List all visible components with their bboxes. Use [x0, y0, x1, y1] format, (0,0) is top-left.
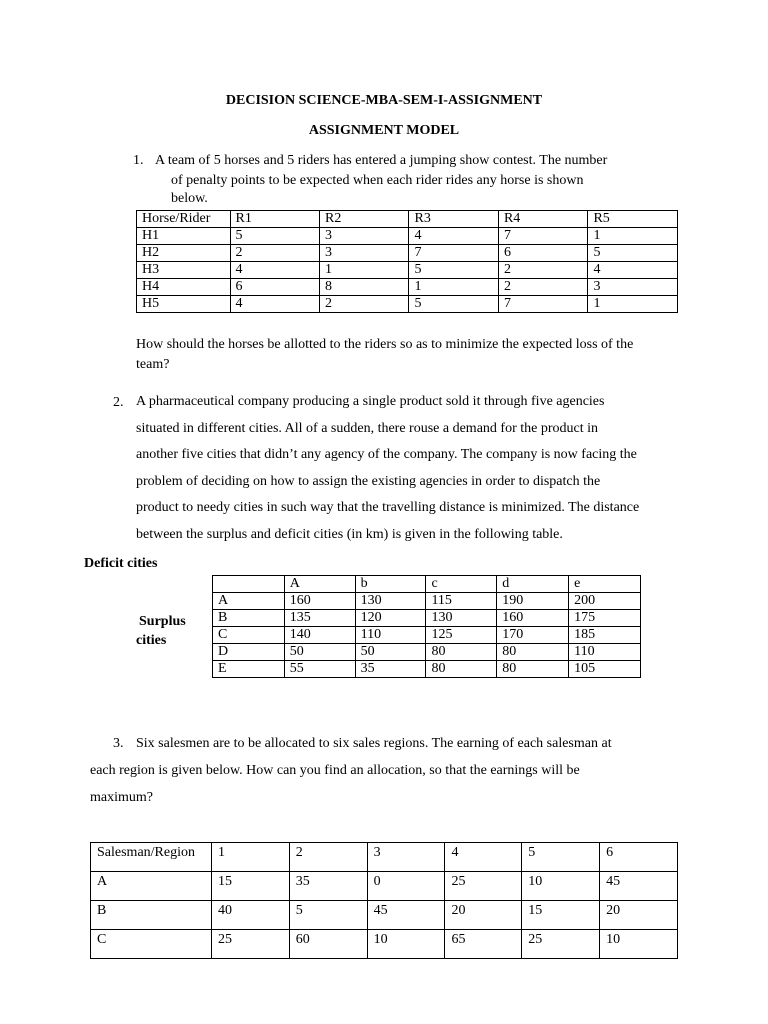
- table-cell: 10: [600, 930, 678, 959]
- table-cell: C: [91, 930, 212, 959]
- q2-line: A pharmaceutical company producing a single product sold it through five agencies: [136, 394, 605, 409]
- q2-line: situated in different cities. All of a sudden, there rouse a demand for the product in: [136, 420, 598, 436]
- table-header-row: [137, 211, 678, 228]
- table-cell: H2: [137, 245, 231, 262]
- header-cell: R4: [498, 211, 587, 228]
- q2-paragraph: [136, 389, 677, 549]
- table-cell: 40: [211, 901, 289, 930]
- table-row: [137, 279, 678, 296]
- header-cell: Salesman/Region: [91, 843, 212, 872]
- header-cell: R5: [588, 211, 678, 228]
- table-cell: 7: [498, 228, 587, 245]
- table-cell: 5: [230, 228, 319, 245]
- table-cell: E: [213, 661, 285, 678]
- table-cell: 125: [426, 627, 497, 644]
- table-cell: 4: [588, 262, 678, 279]
- q3-number: 3.: [113, 736, 124, 751]
- header-cell: 1: [211, 843, 289, 872]
- table-cell: 2: [498, 279, 587, 296]
- table-cell: 10: [522, 872, 600, 901]
- table-cell: 60: [289, 930, 367, 959]
- header-cell: e: [569, 576, 641, 593]
- table-cell: 110: [569, 644, 641, 661]
- table-row: [213, 661, 641, 678]
- table-cell: 190: [497, 593, 569, 610]
- table-cell: 80: [497, 661, 569, 678]
- table-cell: 6: [498, 245, 587, 262]
- table-cell: 170: [497, 627, 569, 644]
- table-row: [137, 296, 678, 313]
- table-cell: 3: [320, 245, 409, 262]
- table-cell: 120: [355, 610, 426, 627]
- distance-table: [212, 575, 641, 678]
- header-cell: 5: [522, 843, 600, 872]
- table-cell: 5: [588, 245, 678, 262]
- table-cell: 1: [588, 228, 678, 245]
- penalty-table: [136, 210, 678, 313]
- table-cell: 20: [600, 901, 678, 930]
- table-cell: 50: [355, 644, 426, 661]
- table-cell: 6: [230, 279, 319, 296]
- table-cell: 4: [230, 296, 319, 313]
- table-cell: 140: [284, 627, 355, 644]
- table-cell: 10: [367, 930, 445, 959]
- header-cell: Horse/Rider: [137, 211, 231, 228]
- table-row: [91, 872, 678, 901]
- q3-text-line2: each region is given below. How can you find an allocation, so that the earnings will be: [90, 763, 580, 778]
- table-cell: A: [91, 872, 212, 901]
- q2-line: problem of deciding on how to assign the existing agencies in order to dispatch the: [136, 473, 601, 489]
- header-cell: [213, 576, 285, 593]
- q1-question-line2: team?: [136, 357, 170, 372]
- section-title: ASSIGNMENT MODEL: [308, 123, 460, 138]
- table-cell: 115: [426, 593, 497, 610]
- table-row: [137, 228, 678, 245]
- table-cell: 130: [355, 593, 426, 610]
- document-title: DECISION SCIENCE-MBA-SEM-I-ASSIGNMENT: [225, 93, 543, 108]
- table-cell: 3: [588, 279, 678, 296]
- q1-question-line1: How should the horses be allotted to the riders so as to minimize the expected loss of the: [136, 337, 634, 352]
- table-cell: 55: [284, 661, 355, 678]
- table-cell: B: [91, 901, 212, 930]
- table-row: [213, 627, 641, 644]
- table-cell: 80: [426, 644, 497, 661]
- header-cell: R3: [409, 211, 498, 228]
- table-cell: 160: [284, 593, 355, 610]
- q3-text-line1: Six salesmen are to be allocated to six sales regions. The earning of each salesman at: [136, 736, 612, 751]
- header-cell: R1: [230, 211, 319, 228]
- table-cell: 160: [497, 610, 569, 627]
- table-cell: H4: [137, 279, 231, 296]
- q1-number: 1.: [133, 153, 144, 168]
- table-cell: 3: [320, 228, 409, 245]
- table-cell: 4: [409, 228, 498, 245]
- table-cell: 50: [284, 644, 355, 661]
- deficit-cities-label: Deficit cities: [84, 556, 158, 571]
- table-header-row: [213, 576, 641, 593]
- table-row: [91, 930, 678, 959]
- table-row: [213, 610, 641, 627]
- table-cell: C: [213, 627, 285, 644]
- table-cell: 175: [569, 610, 641, 627]
- table-cell: 45: [367, 901, 445, 930]
- table-cell: 5: [409, 296, 498, 313]
- header-cell: 4: [445, 843, 522, 872]
- table-cell: 110: [355, 627, 426, 644]
- table-cell: 135: [284, 610, 355, 627]
- table-cell: 80: [497, 644, 569, 661]
- table-cell: 130: [426, 610, 497, 627]
- header-cell: A: [284, 576, 355, 593]
- header-cell: b: [355, 576, 426, 593]
- table-cell: 0: [367, 872, 445, 901]
- table-cell: 1: [320, 262, 409, 279]
- table-header-row: [91, 843, 678, 872]
- table-cell: 35: [289, 872, 367, 901]
- q2-line: between the surplus and deficit cities (in km) is given in the following table.: [136, 526, 563, 542]
- q3-text-line3: maximum?: [90, 790, 153, 805]
- table-cell: 1: [588, 296, 678, 313]
- table-row: [91, 901, 678, 930]
- table-cell: 200: [569, 593, 641, 610]
- q2-line: product to needy cities in such way that the travelling distance is minimized. The distance: [136, 500, 640, 516]
- table-cell: 2: [498, 262, 587, 279]
- table-cell: H1: [137, 228, 231, 245]
- q2-number: 2.: [113, 395, 124, 410]
- q1-text-line2: of penalty points to be expected when each rider rides any horse is shown: [171, 173, 584, 188]
- table-cell: 20: [445, 901, 522, 930]
- table-cell: 25: [522, 930, 600, 959]
- q1-text-line3: below.: [171, 191, 208, 206]
- table-cell: 25: [445, 872, 522, 901]
- header-cell: 2: [289, 843, 367, 872]
- header-cell: R2: [320, 211, 409, 228]
- header-cell: c: [426, 576, 497, 593]
- table-cell: 105: [569, 661, 641, 678]
- table-cell: 5: [289, 901, 367, 930]
- table-cell: 80: [426, 661, 497, 678]
- table-cell: 2: [320, 296, 409, 313]
- table-cell: 1: [409, 279, 498, 296]
- table-cell: D: [213, 644, 285, 661]
- surplus-label-line2: cities: [136, 633, 167, 648]
- table-cell: 2: [230, 245, 319, 262]
- header-cell: d: [497, 576, 569, 593]
- table-cell: H5: [137, 296, 231, 313]
- table-row: [137, 245, 678, 262]
- table-cell: 7: [409, 245, 498, 262]
- table-cell: 8: [320, 279, 409, 296]
- table-cell: 15: [211, 872, 289, 901]
- earnings-table: [90, 842, 678, 959]
- table-cell: 25: [211, 930, 289, 959]
- table-row: [213, 644, 641, 661]
- table-cell: A: [213, 593, 285, 610]
- header-cell: 3: [367, 843, 445, 872]
- table-row: [213, 593, 641, 610]
- table-cell: B: [213, 610, 285, 627]
- q2-line: another five cities that didn’t any agency of the company. The company is now facing the: [136, 447, 637, 463]
- table-cell: 45: [600, 872, 678, 901]
- table-cell: 5: [409, 262, 498, 279]
- table-cell: 185: [569, 627, 641, 644]
- table-cell: H3: [137, 262, 231, 279]
- table-cell: 15: [522, 901, 600, 930]
- header-cell: 6: [600, 843, 678, 872]
- table-cell: 7: [498, 296, 587, 313]
- table-cell: 65: [445, 930, 522, 959]
- q1-text-line1: A team of 5 horses and 5 riders has entered a jumping show contest. The number: [155, 153, 608, 168]
- table-cell: 4: [230, 262, 319, 279]
- table-cell: 35: [355, 661, 426, 678]
- surplus-label-line1: Surplus: [139, 614, 186, 629]
- table-row: [137, 262, 678, 279]
